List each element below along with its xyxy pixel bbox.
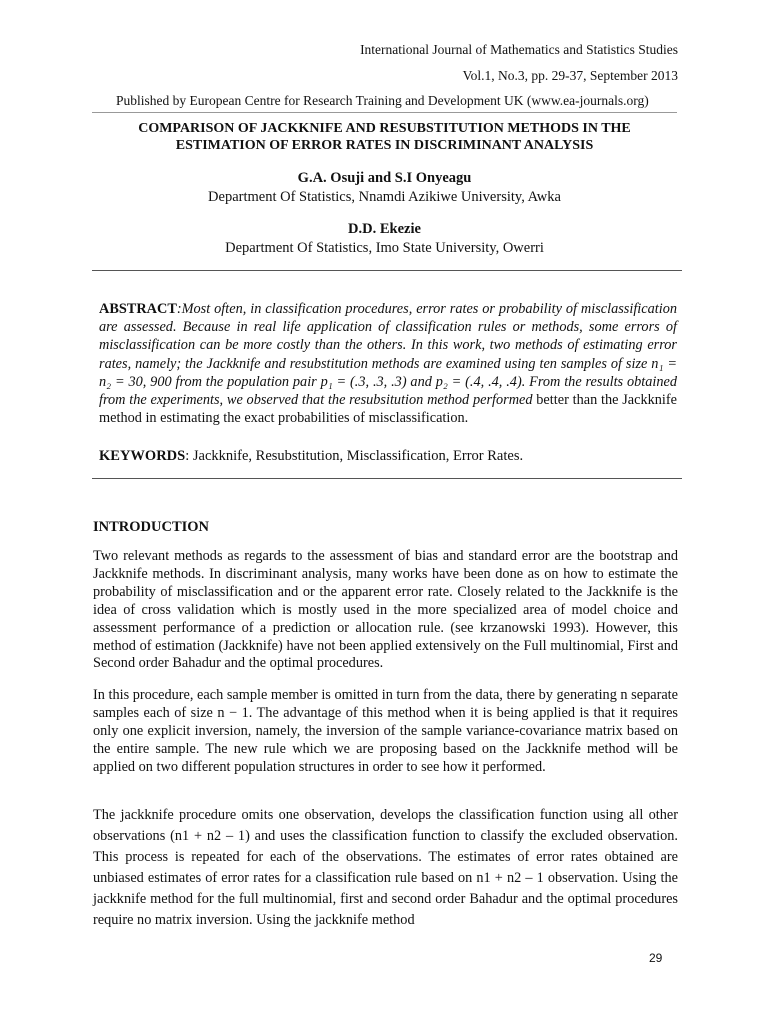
keywords-line — [99, 448, 523, 465]
abstract-italic-text: :Most often, in classification procedures, error rates or probability of misclassification are assessed. Because in real life application of classification rules or methods, some errors of misclassification can be more costly than the others. In this work, two methods of estimating error rates, namely; the Jackknife and resubstitution methods are examined using ten samples of size n₁ = n₂ = 30, 900 from the population pair p₁ = (.3, .3, .3) and p₂ = (.4, .4, .4). From the results obtained from the experiments, we observed that the resubsitution method performed — [99, 301, 677, 409]
publisher-line: Published by European Centre for Research Training and Development UK (www.ea-journals.org) — [116, 93, 649, 108]
intro-paragraph-1: Two relevant methods as regards to the assessment of bias and standard error are the bootstrap and Jackknife methods. In discriminant analysis, many works have been done as on how to estimate the probability of misclassification and or the apparent error rate. Closely related to the Jackknife is the idea of cross validation which is mostly used in the more specialized area of model choice and assessment performance of a prediction or allocation rule. (see krzanowski 1993). However, this method of estimation (Jackknife) have not been applied extensively on the Full multinomial, First and Second order Bahadur and the optimal procedures. — [93, 548, 678, 672]
author-names-2: D.D. Ekezie — [348, 221, 421, 237]
author-affiliation-1: Department Of Statistics, Nnamdi Azikiwe University, Awka — [208, 189, 561, 205]
intro-paragraph-2: In this procedure, each sample member is omitted in turn from the data, there by generating n separate samples each of size n − 1. The advantage of this method when it is being applied is that it requires only one explicit inversion, namely, the inversion of the sample variance-covariance matrix based on the entire sample. The new rule which we are proposing based on the Jackknife method will be applied on two different population structures in order to see how it performed. — [93, 687, 678, 775]
author-affiliation-2: Department Of Statistics, Imo State University, Owerri — [225, 240, 544, 256]
abstract-bottom-rule — [92, 478, 682, 479]
abstract-label: ABSTRACT — [99, 301, 177, 317]
author-names-1: G.A. Osuji and S.I Onyeagu — [297, 170, 472, 186]
journal-name: International Journal of Mathematics and Statistics Studies — [360, 42, 678, 57]
abstract-block — [99, 300, 677, 427]
keywords-text: : Jackknife, Resubstitution, Misclassification, Error Rates. — [185, 448, 524, 464]
section-heading-introduction: INTRODUCTION — [93, 519, 210, 535]
volume-info: Vol.1, No.3, pp. 29-37, September 2013 — [462, 68, 678, 83]
intro-paragraph-3: The jackknife procedure omits one observation, develops the classification function using all other observations (n1 + n2 – 1) and uses the classification function to classify the excluded observation. This process is repeated for each of the observations. The estimates of error rates obtained are unbiased estimates of error rates for a classification rule based on n1 + n2 – 1 observation. Using the jackknife method for the full multinomial, first and second order Bahadur and the optimal procedures require no matrix inversion. Using the jackknife method — [93, 807, 678, 928]
keywords-label: KEYWORDS — [99, 448, 186, 464]
title-line-1: COMPARISON OF JACKKNIFE AND RESUBSTITUTION METHODS IN THE — [138, 121, 631, 136]
header-rule — [92, 112, 677, 113]
page-number: 29 — [649, 951, 663, 965]
abstract-plain-text: better than the Jackknife method in estimating the exact probabilities of misclassification. — [99, 392, 678, 427]
title-line-2: ESTIMATION OF ERROR RATES IN DISCRIMINANT ANALYSIS — [175, 138, 594, 153]
paper-title — [92, 120, 677, 154]
abstract-top-rule — [92, 270, 682, 271]
